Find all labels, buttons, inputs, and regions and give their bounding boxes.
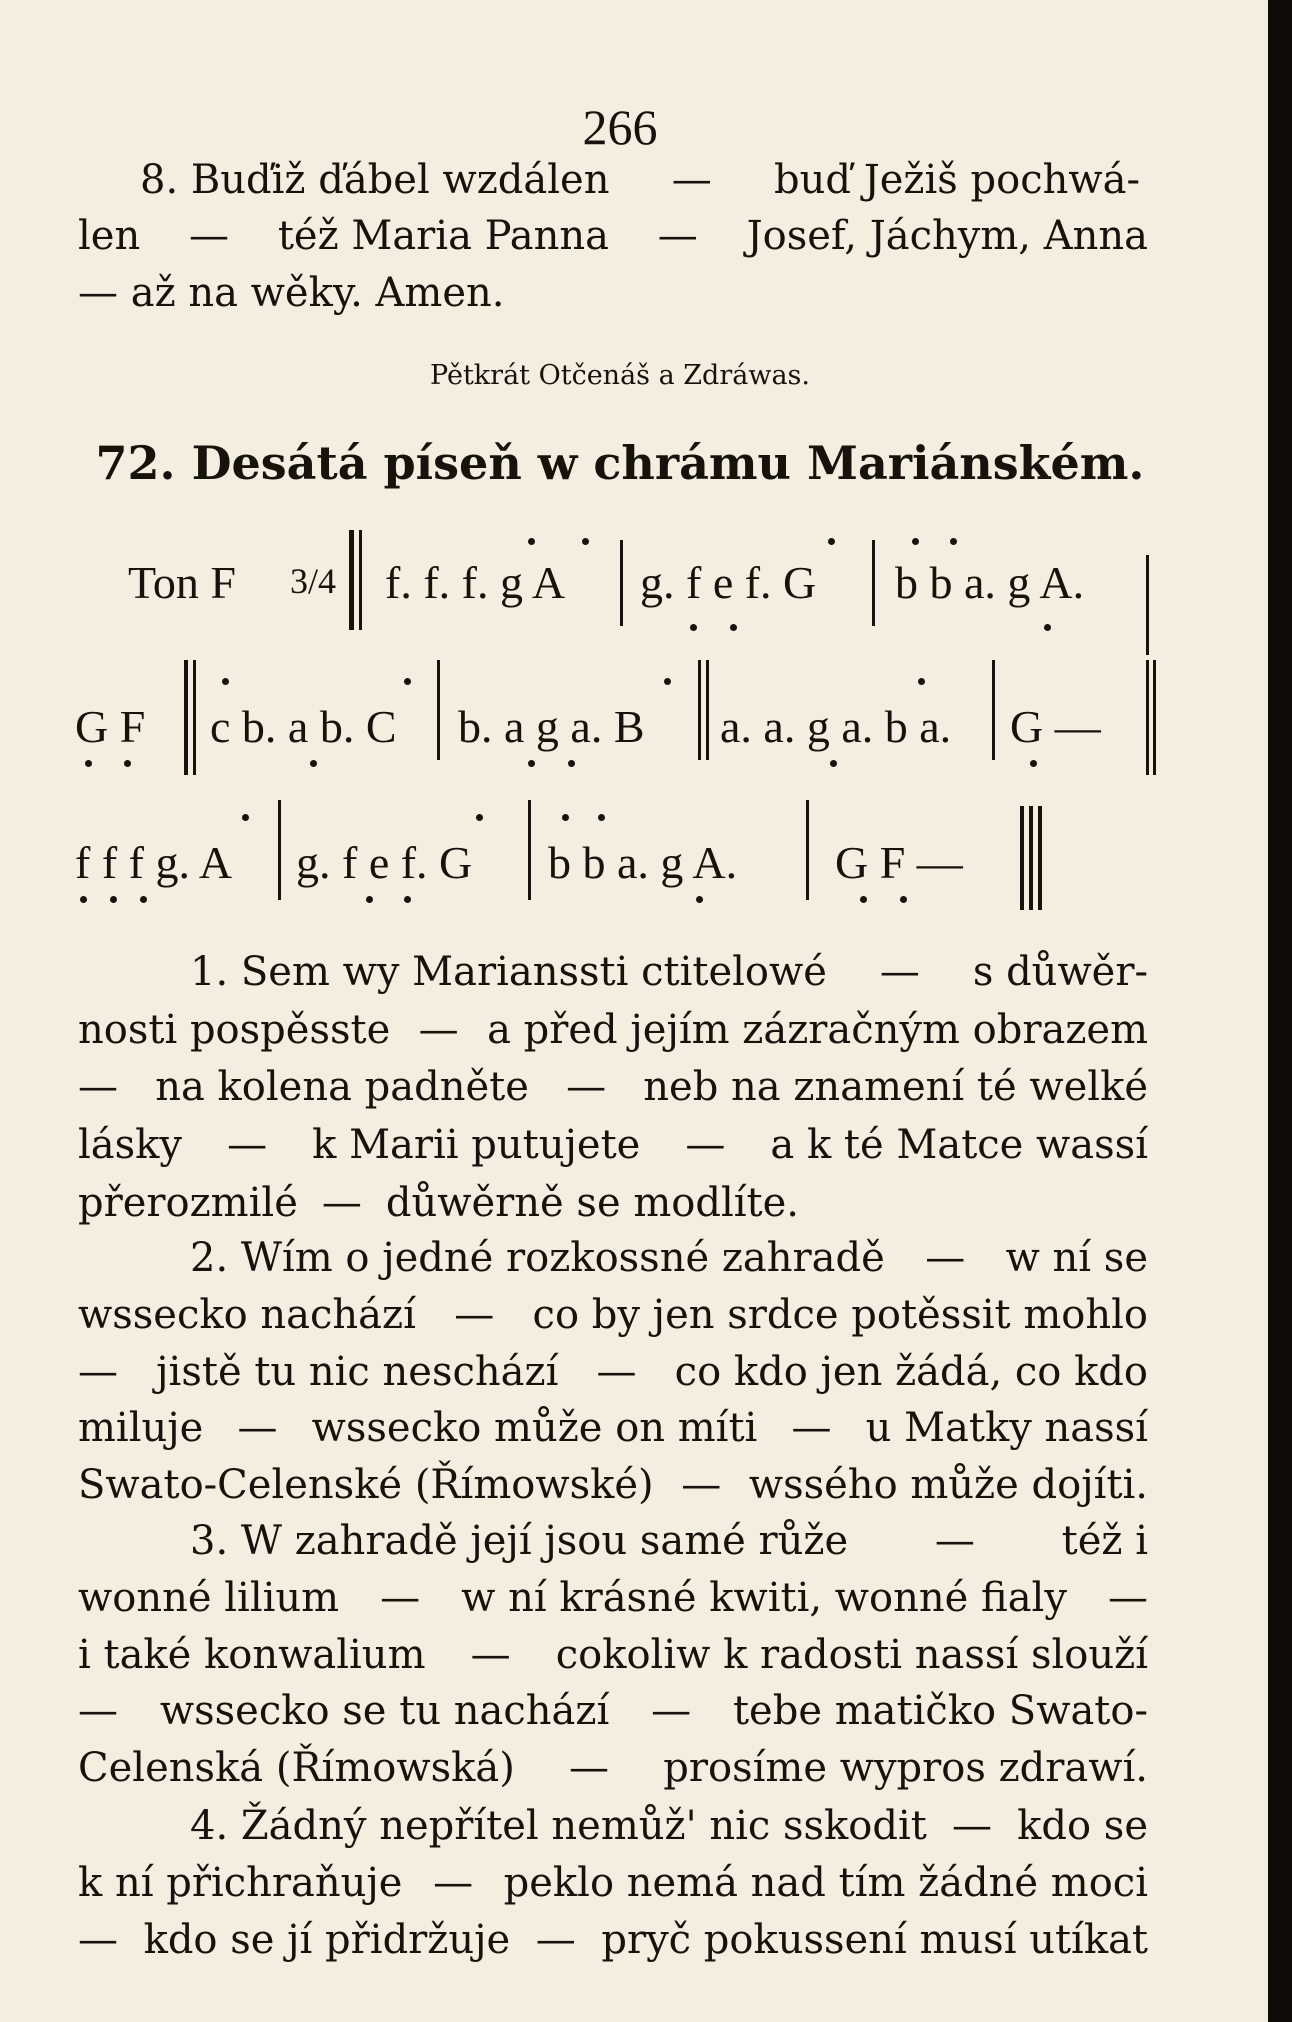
body-line <box>78 1860 1148 1906</box>
body-line <box>78 1745 1148 1791</box>
note-dot <box>404 678 411 685</box>
text-segment: jistě tu nic neschází <box>156 1349 559 1395</box>
text-segment: — <box>952 1803 992 1849</box>
music-row-3 <box>0 836 1240 886</box>
text-segment: — <box>879 949 920 995</box>
text-segment: wssého může dojíti. <box>748 1462 1148 1508</box>
text-segment: — <box>237 1405 278 1451</box>
barline <box>1146 555 1149 655</box>
note-dot <box>310 760 317 767</box>
text-segment: u Matky nassí <box>865 1405 1148 1451</box>
text-segment: k Marii putujete <box>312 1122 641 1168</box>
note-dot <box>730 624 737 631</box>
body-line <box>78 1462 1148 1508</box>
double-barline <box>184 660 188 775</box>
text-segment: 1. Sem wy Marianssti ctitelowé <box>190 949 827 995</box>
text-segment: na kolena padněte <box>155 1064 529 1110</box>
measure: a. a. g a. b a. <box>720 701 952 752</box>
note-dot <box>830 760 837 767</box>
text-segment: — <box>657 213 698 259</box>
note-dot <box>690 624 697 631</box>
text-segment: nosti pospěsste <box>78 1007 391 1053</box>
note-dot <box>562 814 569 821</box>
note-dot <box>366 896 373 903</box>
text-segment: — <box>78 1349 118 1395</box>
text-segment: co kdo jen žádá, co kdo <box>674 1349 1148 1395</box>
barline <box>620 540 623 626</box>
verse-8-line <box>140 157 1140 203</box>
body-line <box>78 1122 1148 1168</box>
text-segment: peklo nemá nad tím žádné moci <box>503 1860 1148 1906</box>
text-segment: — <box>189 213 230 259</box>
page-number: 266 <box>582 99 658 155</box>
text-segment: wssecko může on míti <box>311 1405 758 1451</box>
prayer-note: Pětkrát Otčenáš a Zdráwas. <box>430 360 810 391</box>
note-dot <box>1030 760 1037 767</box>
text-segment: 2. Wím o jedné rozkossné zahradě <box>190 1235 885 1281</box>
text-segment: též i <box>1061 1518 1148 1564</box>
note-dot <box>476 814 483 821</box>
text-segment: w ní se <box>1005 1235 1148 1281</box>
note-dot <box>598 814 605 821</box>
note-dot <box>1044 624 1051 631</box>
note-dot <box>528 760 535 767</box>
double-barline <box>349 530 354 630</box>
note-dot <box>664 678 671 685</box>
body-line <box>78 1688 1148 1734</box>
double-barline <box>193 660 196 775</box>
song-heading: 72. Desátá píseň w chrámu Mariánském. <box>95 436 1145 490</box>
measure: f f f g. A <box>75 837 233 888</box>
text-segment: — <box>681 1462 722 1508</box>
note-dot <box>828 538 835 545</box>
text-segment: — <box>934 1518 975 1564</box>
text-segment: cokoliw k radosti nassí slouží <box>555 1632 1148 1678</box>
text-segment: wssecko se tu nachází <box>159 1688 610 1734</box>
barline <box>437 660 440 760</box>
note-dot <box>582 538 589 545</box>
double-barline <box>698 660 701 760</box>
text-segment: neb na znamení té welké <box>643 1064 1148 1110</box>
text-segment: — <box>569 1745 610 1791</box>
text-segment: wssecko nachází <box>78 1292 416 1338</box>
text-segment: buď Ježiš pochwá- <box>774 157 1140 203</box>
note-dot <box>860 896 867 903</box>
text-segment: — <box>791 1405 832 1451</box>
body-line <box>190 1803 1148 1849</box>
measure: G F — <box>835 837 963 888</box>
text-segment: — <box>380 1575 421 1621</box>
text-segment: — <box>78 1917 118 1963</box>
barline <box>992 660 995 760</box>
text-segment: — <box>671 157 712 203</box>
note-dot <box>912 538 919 545</box>
note-dot <box>222 678 229 685</box>
text-segment: pryč pokussení musí utíkat <box>601 1917 1148 1963</box>
measure: b b a. g A. <box>895 557 1085 608</box>
double-barline <box>706 660 709 760</box>
text-segment: tebe matičko Swato- <box>732 1688 1148 1734</box>
text-segment: a před jejím zázračným obrazem <box>487 1007 1148 1053</box>
text-segment: — <box>685 1122 726 1168</box>
note-dot <box>918 678 925 685</box>
body-line <box>78 1064 1148 1110</box>
note-dot <box>696 896 703 903</box>
double-barline <box>359 530 362 630</box>
text-segment: prosíme wypros zdrawí. <box>663 1745 1148 1791</box>
note-dot <box>110 896 117 903</box>
barline <box>806 800 809 900</box>
text-segment: 8. Buďiž ďábel wzdálen <box>140 157 610 203</box>
note-dot <box>528 538 535 545</box>
measure: g. f e f. G <box>296 837 473 888</box>
double-barline <box>1146 660 1149 775</box>
tone-label: Ton F <box>128 557 236 608</box>
verse-8-line: — až na wěky. Amen. <box>78 270 505 316</box>
body-line <box>78 1917 1148 1963</box>
text-segment: 3. W zahradě její jsou samé růže <box>190 1518 849 1564</box>
note-dot <box>568 760 575 767</box>
measure: f. f. f. g A <box>385 557 566 608</box>
measure: c b. a b. C <box>210 701 397 752</box>
time-signature: 3/4 <box>290 561 337 601</box>
text-segment: i také konwalium <box>78 1632 426 1678</box>
text-segment: 4. Žádný nepřítel nemůž' nic sskodit <box>190 1803 927 1849</box>
text-segment: — <box>78 1064 118 1110</box>
body-line <box>78 1349 1148 1395</box>
text-segment: — <box>78 1688 118 1734</box>
measure: G F <box>75 701 146 752</box>
note-dot <box>404 896 411 903</box>
text-segment: — <box>596 1349 637 1395</box>
note-dot <box>900 896 907 903</box>
text-segment: — <box>454 1292 495 1338</box>
note-dot <box>124 760 131 767</box>
page-edge <box>1268 0 1292 2022</box>
barline <box>278 800 281 900</box>
body-line <box>190 949 1148 995</box>
measure: b b a. g A. <box>548 837 738 888</box>
text-segment: w ní krásné kwiti, wonné fialy <box>461 1575 1067 1621</box>
body-line <box>78 1405 1148 1451</box>
body-line <box>78 1632 1148 1678</box>
text-segment: přerozmilé <box>78 1180 298 1226</box>
body-line <box>78 1180 799 1226</box>
text-segment: — <box>227 1122 268 1168</box>
final-barline <box>1020 806 1024 910</box>
body-line <box>190 1518 1148 1564</box>
text-segment: a k té Matce wassí <box>770 1122 1148 1168</box>
body-line <box>78 1575 1148 1621</box>
body-line <box>78 1007 1148 1053</box>
text-segment: wonné lilium <box>78 1575 340 1621</box>
final-barline <box>1029 806 1033 910</box>
text-segment: Celenská (Římowská) <box>78 1745 515 1791</box>
text-segment: s důwěr- <box>972 949 1148 995</box>
text-segment: co by jen srdce potěssit mohlo <box>532 1292 1148 1338</box>
text-segment: kdo se <box>1017 1803 1148 1849</box>
final-barline <box>1038 806 1042 910</box>
note-dot <box>80 896 87 903</box>
measure: g. f e f. G <box>640 557 817 608</box>
text-segment: — <box>321 1180 362 1226</box>
note-dot <box>242 814 249 821</box>
verse-8-line <box>78 213 1148 259</box>
note-dot <box>85 760 92 767</box>
text-segment: lásky <box>78 1122 183 1168</box>
text-segment: — <box>470 1632 511 1678</box>
barline <box>528 800 531 900</box>
barline <box>872 540 875 626</box>
text-segment: — <box>925 1235 966 1281</box>
body-line <box>78 1292 1148 1338</box>
text-segment: miluje <box>78 1405 204 1451</box>
text-segment: k ní přichraňuje <box>78 1860 403 1906</box>
double-barline <box>1153 660 1156 775</box>
measure: G — <box>1010 701 1101 752</box>
text-segment: — <box>651 1688 692 1734</box>
text-segment: též Maria Panna <box>277 213 609 259</box>
text-segment: — <box>433 1860 474 1906</box>
note-dot <box>140 896 147 903</box>
text-segment: — <box>566 1064 607 1110</box>
text-segment: — <box>418 1007 459 1053</box>
text-segment: len <box>78 213 141 259</box>
text-segment: Swato-Celenské (Římowské) <box>78 1462 654 1508</box>
measure: b. a g a. B <box>458 701 645 752</box>
body-line <box>190 1235 1148 1281</box>
text-segment: — <box>535 1917 576 1963</box>
text-segment: Josef, Jáchym, Anna <box>746 213 1148 259</box>
text-segment: kdo se jí přidržuje <box>143 1917 511 1963</box>
text-segment: — <box>1107 1575 1148 1621</box>
text-segment: důwěrně se modlíte. <box>385 1180 799 1226</box>
note-dot <box>950 538 957 545</box>
